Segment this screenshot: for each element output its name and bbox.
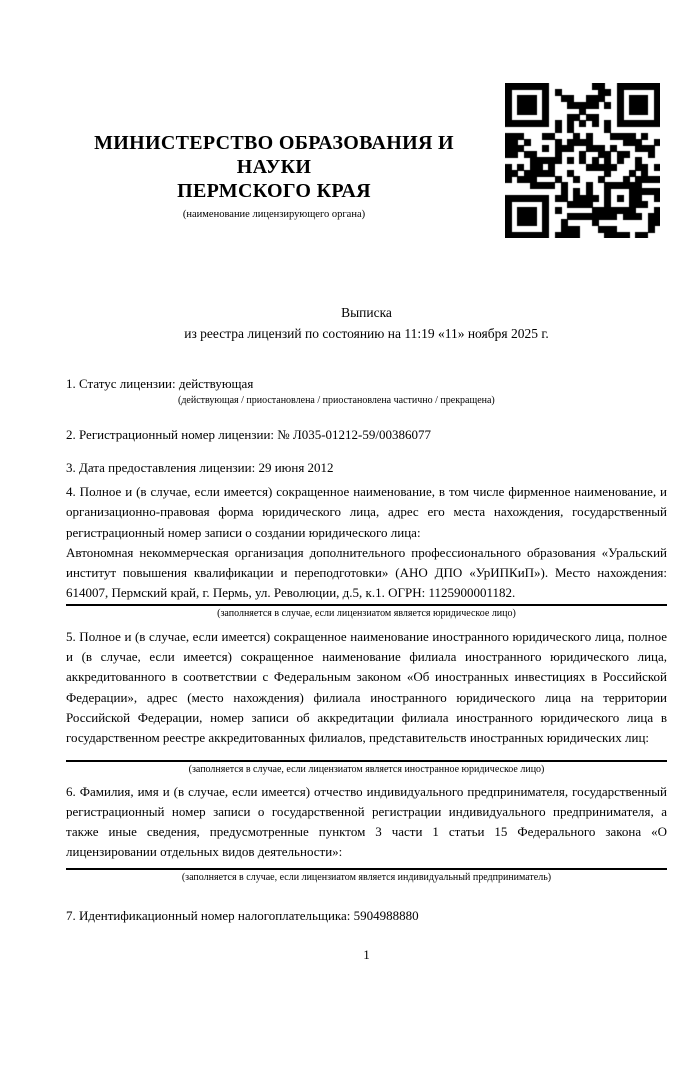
text-line: 4. Полное и (в случае, если имеется) сокращенное наименование, в том числе фирменное наименование, и bbox=[66, 484, 667, 499]
item-6-entrepreneur bbox=[66, 782, 667, 863]
item-4-fill-caption: (заполняется в случае, если лицензиатом является юридическое лицо) bbox=[217, 607, 516, 619]
text-line: 5. Полное и (в случае, если имеется) сокращенное наименование иностранного юридического лица, полное bbox=[66, 628, 667, 644]
divider-line-item-4 bbox=[66, 604, 667, 606]
document-title: Выписка bbox=[341, 305, 392, 320]
text-line: Российской Федерации, номер записи об аккредитации филиала иностранного юридического лица в bbox=[66, 709, 667, 725]
text-line: организационно-правовая форма юридического лица, адрес его места нахождения, государственный bbox=[66, 504, 667, 520]
item-1-status-options-caption: (действующая / приостановлена / приостановлена частично / прекращена) bbox=[178, 395, 495, 406]
ministry-caption: (наименование лицензирующего органа) bbox=[182, 209, 366, 220]
text-line: 614007, Пермский край, г. Пермь, ул. Революции, д.5, к.1. ОГРН: 1125900001182. bbox=[66, 585, 516, 601]
item-5-fill-caption: (заполняется в случае, если лицензиатом является иностранное юридическое лицо) bbox=[188, 763, 545, 775]
divider-line-item-6 bbox=[66, 868, 667, 870]
document-page bbox=[0, 83, 700, 1072]
item-6-fill-caption: (заполняется в случае, если лицензиатом является индивидуальный предприниматель) bbox=[181, 871, 552, 883]
document-header bbox=[66, 83, 667, 238]
licensing-authority-block bbox=[66, 83, 482, 221]
item-5-foreign-entity bbox=[66, 627, 667, 749]
text-line: также иные сведения, предусмотренные пунктом 3 части 1 статьи 15 Федерального закона «О bbox=[66, 824, 667, 840]
text-line: Федерации», адрес (место нахождения) филиала иностранного юридического лица на территории bbox=[66, 689, 667, 705]
text-line: государственном реестре аккредитованных филиалов, представительств иностранных юридических лиц: bbox=[66, 730, 650, 746]
item-4-legal-entity bbox=[66, 482, 667, 604]
document-body bbox=[66, 373, 667, 926]
divider-line-item-5 bbox=[66, 760, 667, 762]
text-line: институт повышения квалификации и переподготовки» (АНО ДПО «УрИПКиП»). Место нахождения: bbox=[66, 565, 667, 581]
item-2-registration-number: 2. Регистрационный номер лицензии: № Л035-01212-59/00386077 bbox=[66, 427, 432, 442]
page-number: 1 bbox=[363, 946, 370, 962]
item-7-taxpayer-id: 7. Идентификационный номер налогоплательщика: 5904988880 bbox=[66, 907, 419, 923]
text-line: регистрационный номер записи о создании юридического лица: bbox=[66, 524, 421, 540]
text-line: и (в случае, если имеется) сокращенное наименование филиала иностранного юридического лица, bbox=[66, 649, 667, 665]
ministry-name-line2: ПЕРМСКОГО КРАЯ bbox=[177, 180, 371, 202]
text-line: аккредитованного в соответствии с Федеральным законом «Об иностранных инвестициях в Российской bbox=[66, 669, 667, 685]
document-title-block bbox=[66, 302, 667, 344]
text-line: 6. Фамилия, имя и (в случае, если имеется) отчество индивидуального предпринимателя, государственный bbox=[66, 783, 667, 799]
document-subtitle: из реестра лицензий по состоянию на 11:19 «11» ноября 2025 г. bbox=[184, 326, 549, 341]
text-line: Автономная некоммерческая организация дополнительного профессионального образования «Уральский bbox=[66, 544, 667, 560]
qr-code bbox=[505, 83, 660, 238]
ministry-name-line1: МИНИСТЕРСТВО ОБРАЗОВАНИЯ И НАУКИ bbox=[94, 132, 454, 178]
text-line: лицензировании отдельных видов деятельности»: bbox=[66, 844, 343, 860]
item-1-license-status: 1. Статус лицензии: действующая bbox=[66, 376, 254, 391]
item-3-grant-date: 3. Дата предоставления лицензии: 29 июня 2012 bbox=[66, 460, 334, 475]
text-line: регистрационный номер записи о государственной регистрации индивидуального предпринимателя, а bbox=[66, 803, 667, 819]
